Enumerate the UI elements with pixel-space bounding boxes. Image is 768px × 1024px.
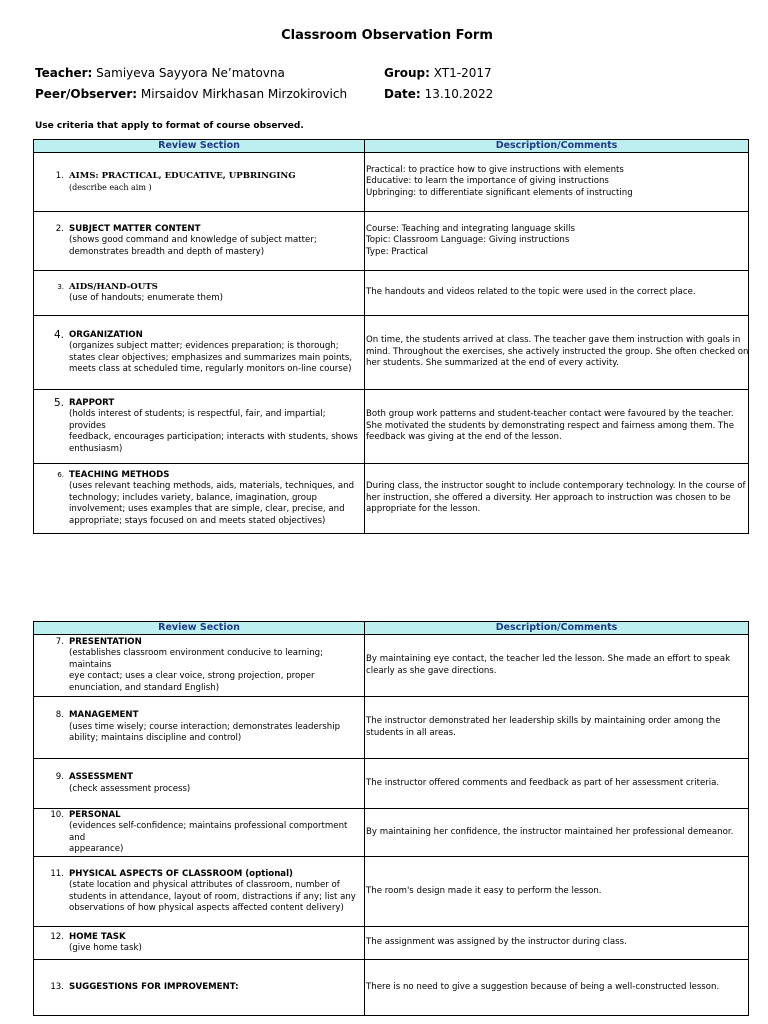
section-body (69, 171, 364, 194)
review-section-content (34, 982, 364, 994)
instruction-text: Use criteria that apply to format of course observed. (35, 121, 304, 131)
comment-line: Course: Teaching and integrating language skills (366, 223, 576, 234)
section-title: PRESENTATION (69, 636, 142, 647)
comment-content (365, 886, 748, 898)
review-section-content (34, 932, 364, 955)
review-table-2 (33, 621, 749, 1016)
review-section-content (34, 810, 364, 856)
section-title: SUBJECT MATTER CONTENT (69, 223, 201, 234)
teacher-field (35, 66, 285, 80)
comment-line: appropriate for the lesson. (366, 504, 481, 515)
section-number: 4. (53, 328, 64, 341)
comment-cell (365, 635, 749, 697)
section-number: 12. (50, 931, 64, 942)
section-number: 10. (50, 809, 64, 820)
review-section-cell (34, 316, 365, 390)
comment-content (365, 827, 748, 839)
comment-content (365, 937, 748, 949)
comment-content (365, 335, 748, 370)
section-description-line: (give home task) (69, 943, 142, 953)
section-description-line: meets class at scheduled time, regularly monitors on-line course) (69, 364, 352, 374)
comment-line: mind. Throughout the exercises, she actively instructed the group. She often checked on (366, 346, 749, 357)
comment-line: The handouts and videos related to the topic were used in the correct place. (366, 287, 696, 298)
section-description-line: (holds interest of students; is respectful, fair, and impartial; provides (69, 409, 326, 431)
section-number: 6. (57, 470, 64, 479)
section-body (69, 637, 364, 695)
section-title: AIMS: PRACTICAL, EDUCATIVE, UPBRINGING (69, 170, 296, 181)
comment-line: Topic: Classroom Language: Giving instructions (366, 235, 570, 246)
table-row (34, 271, 749, 316)
review-section-content (34, 637, 364, 695)
section-description-line: (shows good command and knowledge of subject matter; (69, 235, 317, 246)
comment-line: The instructor offered comments and feedback as part of her assessment criteria. (366, 777, 720, 788)
comments-header: Description/Comments (365, 140, 749, 153)
comment-line: On time, the students arrived at class. The teacher gave them instruction with goals in (366, 335, 741, 346)
comment-line: clearly as she gave directions. (366, 665, 497, 676)
review-section-content (34, 470, 364, 528)
section-description-line: observations of how physical aspects affected content delivery) (69, 903, 344, 913)
review-section-header: Review Section (34, 622, 365, 635)
review-section-cell (34, 635, 365, 697)
section-number: 3. (57, 282, 64, 291)
table-row (34, 960, 749, 1016)
table-row (34, 927, 749, 960)
observer-field (35, 87, 347, 101)
group-field (384, 66, 492, 80)
review-section-cell (34, 809, 365, 857)
section-title: RAPPORT (69, 397, 115, 408)
observer-value: Mirsaidov Mirkhasan Mirzokirovich (140, 87, 348, 101)
section-description-line: enthusiasm) (69, 443, 123, 454)
review-section-header: Review Section (34, 140, 365, 153)
review-section-content (34, 171, 364, 194)
review-section-cell (34, 464, 365, 534)
comment-cell (365, 809, 749, 857)
comment-content (365, 654, 748, 677)
section-description-line: involvement; uses examples that are simple, clear, precise, and (69, 504, 345, 515)
review-section-cell (34, 390, 365, 464)
comment-line: Upbringing: to differentiate significant elements of instructing (366, 187, 633, 198)
table-header-row (34, 622, 749, 635)
review-table-1 (33, 139, 749, 534)
section-title: SUGGESTIONS FOR IMPROVEMENT: (69, 981, 239, 992)
section-number: 8. (55, 710, 64, 721)
comment-content (365, 778, 748, 790)
group-value: XT1-2017 (433, 66, 492, 80)
section-description-line: eye contact; uses a clear voice, strong projection, proper (69, 671, 315, 682)
comment-cell (365, 697, 749, 759)
section-title: PERSONAL (69, 809, 121, 820)
comment-cell (365, 927, 749, 960)
review-section-cell (34, 927, 365, 960)
comment-line: students in all areas. (366, 727, 456, 738)
comment-cell (365, 271, 749, 316)
comment-line: During class, the instructor sought to include contemporary technology. In the course of (366, 481, 746, 492)
section-body (69, 772, 364, 795)
review-section-content (34, 772, 364, 795)
comment-line: her instruction, she offered a diversity. Her approach to instruction was chosen to be (366, 492, 731, 503)
comment-content (365, 409, 748, 444)
comment-line: her students. She summarized at the end of every activity. (366, 358, 619, 369)
date-label: Date: (384, 87, 421, 101)
comment-content (365, 224, 748, 259)
section-number: 9. (55, 772, 64, 782)
section-description-line: enunciation, and standard English) (69, 682, 220, 693)
comment-line: There is no need to give a suggestion because of being a well-constructed lesson. (366, 981, 720, 992)
section-body (69, 224, 364, 259)
section-description-line: ability; maintains discipline and control) (69, 733, 242, 744)
comment-cell (365, 960, 749, 1016)
comment-line: By maintaining her confidence, the instructor maintained her professional demeanor. (366, 826, 734, 837)
comment-cell (365, 316, 749, 390)
comment-cell (365, 153, 749, 212)
teacher-value: Samiyeva Sayyora Ne’matovna (96, 66, 285, 80)
table-row (34, 697, 749, 759)
section-description-line: (state location and physical attributes of classroom, number of (69, 880, 340, 890)
review-section-cell (34, 212, 365, 271)
comment-line: The assignment was assigned by the instructor during class. (366, 937, 627, 948)
comment-line: The instructor demonstrated her leadership skills by maintaining order among the (366, 716, 721, 726)
section-description-line: (uses relevant teaching methods, aids, materials, techniques, and (69, 481, 355, 492)
section-description-line: (use of handouts; enumerate them) (69, 293, 223, 303)
comment-cell (365, 390, 749, 464)
section-number: 11. (50, 868, 64, 879)
comment-line: Practical: to practice how to give instructions with elements (366, 164, 624, 175)
review-section-cell (34, 960, 365, 1016)
section-description-line: (describe each aim ) (69, 183, 152, 192)
table-row (34, 212, 749, 271)
section-description-line: (evidences self-confidence; maintains professional comportment and (69, 821, 348, 843)
section-number: 7. (55, 636, 64, 647)
section-body (69, 982, 364, 994)
comment-content (365, 287, 748, 299)
section-description-line: appropriate; stays focused on and meets stated objectives) (69, 515, 326, 526)
table-row (34, 390, 749, 464)
section-title: MANAGEMENT (69, 710, 139, 721)
section-title: ASSESSMENT (69, 772, 133, 782)
table-row (34, 809, 749, 857)
review-section-content (34, 398, 364, 456)
review-section-cell (34, 697, 365, 759)
section-description-line: states clear objectives; emphasizes and summarizes main points, (69, 352, 353, 363)
section-title: TEACHING METHODS (69, 469, 170, 480)
comment-cell (365, 464, 749, 534)
section-body (69, 282, 364, 305)
review-section-cell (34, 857, 365, 927)
comment-line: Type: Practical (366, 246, 429, 257)
table-row (34, 759, 749, 809)
review-section-content (34, 224, 364, 259)
section-number: 2. (55, 223, 64, 234)
review-section-content (34, 710, 364, 745)
review-section-cell (34, 271, 365, 316)
comment-line: She motivated the students by demonstrating respect and fairness among them. The (366, 420, 735, 431)
section-body (69, 398, 364, 456)
table-row (34, 316, 749, 390)
section-description-line: (organizes subject matter; evidences preparation; is thorough; (69, 341, 339, 351)
section-description-line: feedback, encourages participation; interacts with students, shows (69, 432, 358, 443)
comment-content (365, 982, 748, 994)
comments-header: Description/Comments (365, 622, 749, 635)
table-row (34, 857, 749, 927)
comment-content (365, 716, 748, 739)
teacher-label: Teacher: (35, 66, 93, 80)
section-description-line: (establishes classroom environment conducive to learning; maintains (69, 648, 324, 670)
section-body (69, 869, 364, 915)
section-body (69, 932, 364, 955)
section-number: 5. (53, 396, 64, 409)
section-title: PHYSICAL ASPECTS OF CLASSROOM (optional) (69, 868, 293, 879)
review-section-content (34, 282, 364, 305)
section-number: 13. (50, 981, 64, 992)
comment-line: The room's design made it easy to perform the lesson. (366, 885, 602, 896)
section-body (69, 810, 364, 856)
comment-line: By maintaining eye contact, the teacher led the lesson. She made an effort to speak (366, 654, 731, 664)
table-row (34, 464, 749, 534)
comment-cell (365, 759, 749, 809)
comment-cell (365, 212, 749, 271)
section-description-line: demonstrates breadth and depth of mastery) (69, 246, 265, 257)
observer-label: Peer/Observer: (35, 87, 138, 101)
form-title: Classroom Observation Form (281, 28, 493, 43)
section-title: AIDS/HAND-OUTS (69, 281, 158, 292)
review-section-content (34, 330, 364, 376)
section-body (69, 330, 364, 376)
comment-content (365, 481, 748, 516)
section-body (69, 710, 364, 745)
section-description-line: technology; includes variety, balance, imagination, group (69, 492, 317, 503)
section-title: HOME TASK (69, 931, 126, 942)
section-title: ORGANIZATION (69, 329, 143, 340)
review-section-content (34, 869, 364, 915)
section-description-line: appearance) (69, 844, 124, 854)
table-row (34, 153, 749, 212)
section-body (69, 470, 364, 528)
comment-content (365, 165, 748, 200)
comment-line: Both group work patterns and student-teacher contact were favoured by the teacher. (366, 409, 734, 420)
review-section-cell (34, 153, 365, 212)
table-row (34, 635, 749, 697)
table-header-row (34, 140, 749, 153)
section-number: 1. (55, 170, 64, 181)
comment-line: Educative: to learn the importance of giving instructions (366, 176, 609, 187)
section-description-line: (check assessment process) (69, 783, 191, 794)
comment-cell (365, 857, 749, 927)
date-value: 13.10.2022 (424, 87, 494, 101)
comment-line: feedback was giving at the end of the lesson. (366, 432, 562, 443)
review-section-cell (34, 759, 365, 809)
section-description-line: students in attendance, layout of room, distractions if any; list any (69, 891, 356, 902)
section-description-line: (uses time wisely; course interaction; demonstrates leadership (69, 721, 341, 732)
group-label: Group: (384, 66, 430, 80)
date-field (384, 87, 493, 101)
